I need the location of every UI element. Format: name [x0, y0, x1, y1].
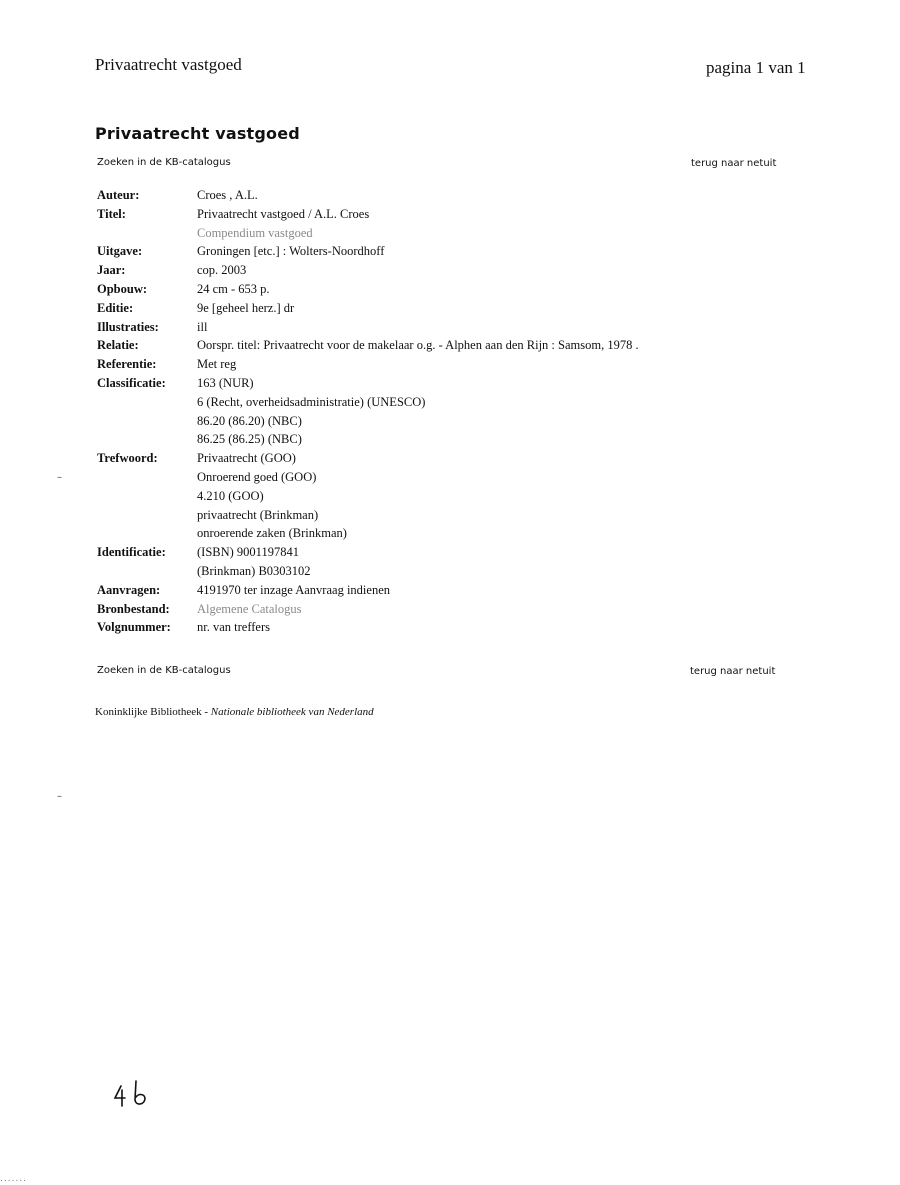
record-field-values	[197, 280, 797, 299]
record-field	[97, 581, 797, 600]
record-field-label: Volgnummer:	[97, 620, 171, 635]
record-field-values	[197, 618, 797, 637]
record-field-values	[197, 336, 797, 355]
search-catalogue-link-top[interactable]: Zoeken in de KB-catalogus	[97, 157, 231, 168]
footer-organisation	[95, 706, 374, 718]
record-field	[97, 374, 797, 449]
record-field-value: 86.25 (86.25) (NBC)	[197, 432, 302, 447]
record-field	[97, 242, 797, 261]
record-field-values	[197, 318, 797, 337]
record-field	[97, 543, 797, 581]
record-field	[97, 318, 797, 337]
footer-org-subtitle: Nationale bibliotheek van Nederland	[210, 706, 374, 718]
record-field-value: Privaatrecht (GOO)	[197, 451, 296, 466]
record-field-label: Illustraties:	[97, 319, 159, 334]
record-field-label: Uitgave:	[97, 244, 143, 259]
margin-dash-mark: –	[57, 791, 62, 802]
record-field	[97, 600, 797, 619]
record-field-label: Trefwoord:	[97, 451, 158, 466]
record-field-value: (Brinkman) B0303102	[197, 563, 311, 578]
record-field	[97, 280, 797, 299]
record-field-values	[197, 355, 797, 374]
record-field-value: 24 cm - 653 p.	[197, 281, 270, 296]
record-field-values	[197, 261, 797, 280]
record-field-value: nr. van treffers	[197, 620, 271, 635]
handwritten-page-number	[112, 1078, 152, 1112]
footer-org-name: Koninklijke Bibliotheek -	[95, 706, 211, 718]
search-catalogue-link-bottom[interactable]: Zoeken in de KB-catalogus	[97, 665, 231, 676]
record-field-values	[197, 374, 797, 449]
record-field-value: Compendium vastgoed	[197, 225, 313, 240]
record-field-value: Groningen [etc.] : Wolters-Noordhoff	[197, 244, 385, 259]
record-field-values	[197, 186, 797, 205]
record-field	[97, 336, 797, 355]
record-field-value: 6 (Recht, overheidsadministratie) (UNESCO)	[197, 394, 426, 409]
record-field-label: Identificatie:	[97, 545, 166, 560]
record-field-values	[197, 242, 797, 261]
record-field	[97, 355, 797, 374]
record-field-values	[197, 581, 797, 600]
record-field-value: Onroerend goed (GOO)	[197, 469, 317, 484]
page-indicator: pagina 1 van 1	[706, 58, 806, 77]
record-field	[97, 261, 797, 280]
record-field-values	[197, 205, 797, 243]
page-title: Privaatrecht vastgoed	[95, 124, 300, 143]
print-header-title: Privaatrecht vastgoed	[95, 55, 242, 74]
record-field-value: Algemene Catalogus	[197, 601, 302, 616]
record-field-value: Privaatrecht vastgoed / A.L. Croes	[197, 206, 370, 221]
back-to-netuit-link-bottom[interactable]: terug naar netuit	[690, 666, 776, 677]
record-field-value: Met reg	[197, 357, 237, 372]
record-field-value: Oorspr. titel: Privaatrecht voor de makelaar o.g. - Alphen aan den Rijn : Samsom, 1978 .	[197, 338, 639, 353]
request-link[interactable]: 4191970 ter inzage Aanvraag indienen	[197, 582, 390, 597]
record-field	[97, 618, 797, 637]
record-field-values	[197, 543, 797, 581]
record-field-label: Opbouw:	[97, 281, 148, 296]
record-field-label: Referentie:	[97, 357, 157, 372]
record-field-label: Bronbestand:	[97, 601, 170, 616]
record-field	[97, 299, 797, 318]
record-field-value: onroerende zaken (Brinkman)	[197, 526, 347, 541]
record-field-value: privaatrecht (Brinkman)	[197, 507, 319, 522]
record-field	[97, 186, 797, 205]
record-field	[97, 205, 797, 243]
record-field-label: Auteur:	[97, 188, 140, 202]
record-field-value: 4.210 (GOO)	[197, 488, 264, 503]
catalogue-record	[97, 186, 797, 637]
record-field-value: 86.20 (86.20) (NBC)	[197, 413, 302, 428]
margin-dash-mark: –	[57, 472, 62, 483]
record-field-values	[197, 449, 797, 543]
record-field-label: Jaar:	[97, 263, 126, 278]
record-field-label: Relatie:	[97, 338, 139, 353]
record-field-values	[197, 600, 797, 619]
back-to-netuit-link-top[interactable]: terug naar netuit	[691, 158, 777, 169]
record-field-value: Croes , A.L.	[197, 188, 258, 202]
record-field-label: Aanvragen:	[97, 582, 161, 597]
record-field-value: 163 (NUR)	[197, 375, 254, 390]
record-field-value: (ISBN) 9001197841	[197, 545, 299, 560]
record-field-label: Classificatie:	[97, 375, 166, 390]
record-field-label: Titel:	[97, 206, 126, 221]
bottom-dots-mark: .......	[0, 1174, 28, 1184]
record-field-value: cop. 2003	[197, 263, 247, 278]
record-field-values	[197, 299, 797, 318]
record-field-value: 9e [geheel herz.] dr	[197, 300, 295, 315]
record-field	[97, 449, 797, 543]
record-field-value: ill	[197, 319, 208, 334]
record-field-label: Editie:	[97, 300, 134, 315]
